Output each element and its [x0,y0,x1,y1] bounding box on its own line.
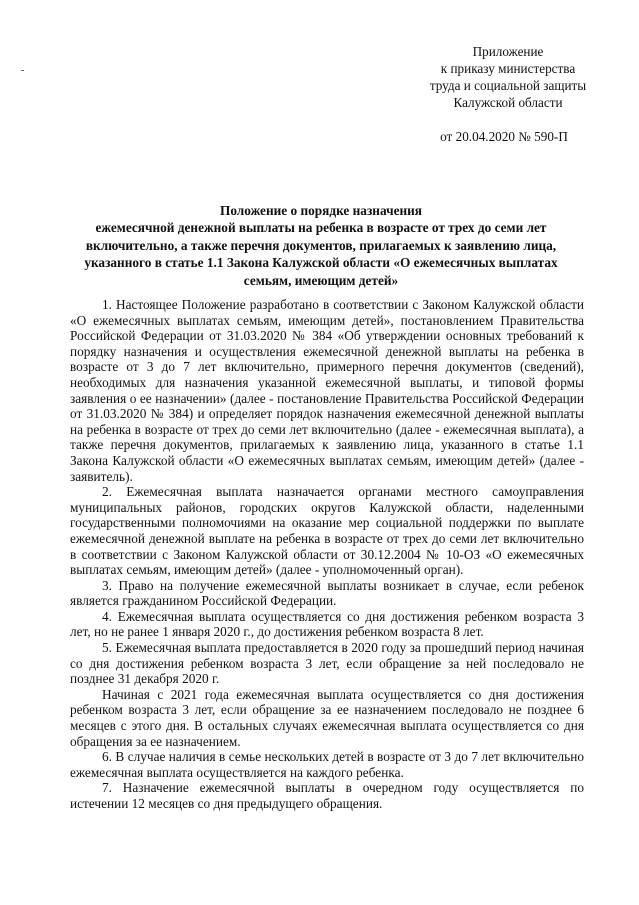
scan-speck [21,70,24,71]
paragraph-2: 2. Ежемесячная выплата назначается органами местного самоуправления муниципальных районов, городских округов Калужской области, наделенными государственными полномочиями на оказание мер социальной поддержки по выплате ежемесячной денежной выплате на ребенка в возрасте от трех до семи лет включительно в соответствии с Законом Калужской области от 30.12.2004 № 10-ОЗ «О ежемесячных выплатах семьям, имеющим детей» (далее - уполномоченный орган). [70,484,584,578]
paragraph-5: 5. Ежемесячная выплата предоставляется в 2020 году за прошедший период начиная со дня достижения ребенком возраста 3 лет, если обращение за ней последовало не позднее 31 декабря 2020 г. [70,640,584,687]
document-body [70,297,584,812]
paragraph-1: 1. Настоящее Положение разработано в соответствии с Законом Калужской области «О ежемесячных выплатах семьям, имеющим детей», постановлением Правительства Российской Федерации от 31.03.2020 № 384 «Об утверждении основных требований к порядку назначения и осуществления ежемесячной денежной выплаты на ребенка в возрасте от 3 до 7 лет включительно, примерного перечня документов (сведений), необходимых для назначения указанной ежемесячной выплаты, и типовой формы заявления о ее назначении» (далее - постановление Правительства Российской Федерации от 31.03.2020 № 384) и определяет порядок назначения ежемесячной денежной выплаты на ребенка в возрасте от трех до семи лет включительно (далее - ежемесячная выплата), а также перечня документов, прилагаемых к заявлению лица, указанного в статье 1.1 Закона Калужской области «О ежемесячных выплатах семьям, имеющим детей» (далее - заявитель). [70,297,584,484]
paragraph-3: 3. Право на получение ежемесячной выплаты возникает в случае, если ребенок является гражданином Российской Федерации. [70,577,584,609]
title-line-5: семьям, имеющим детей» [243,272,399,288]
paragraph-4: 4. Ежемесячная выплата осуществляется со дня достижения ребенком возраста 3 лет, но не ранее 1 января 2020 г., до достижения ребенком возраста 8 лет. [70,608,584,640]
approval-order-line: к приказу министерства [440,61,576,76]
paragraph-6: 6. В случае наличия в семье нескольких детей в возрасте от 3 до 7 лет включительно ежемесячная выплата осуществляется на каждого ребенка. [70,749,584,780]
paragraph-7: 7. Назначение ежемесячной выплаты в очередном году осуществляется по истечении 12 месяцев со дня предыдущего обращения. [70,780,584,811]
approval-heading: Приложение [472,44,544,59]
paragraph-5-continuation: Начиная с 2021 года ежемесячная выплата осуществляется со дня достижения ребенком возраста 3 лет, если обращение за ее назначением последовало не позднее 6 месяцев с этого дня. В остальных случаях ежемесячная выплата осуществляется со дня обращения за ее назначением. [70,686,584,749]
approval-block [418,43,598,145]
approval-ministry-line: труда и социальной защиты [429,78,587,93]
title-line-2: ежемесячной денежной выплаты на ребенка в возрасте от трех до семи лет [95,220,547,236]
title-line-4: указанного в статье 1.1 Закона Калужской области «О ежемесячных выплатах [84,255,558,271]
approval-date-number: от 20.04.2020 № 590-П [440,129,568,144]
title-line-3: включительно, а также перечня документов, прилагаемых к заявлению лица, [85,237,557,253]
approval-region-line: Калужской области [453,95,563,110]
title-line-1: Положение о порядке назначения [219,203,422,218]
document-title [60,202,582,289]
